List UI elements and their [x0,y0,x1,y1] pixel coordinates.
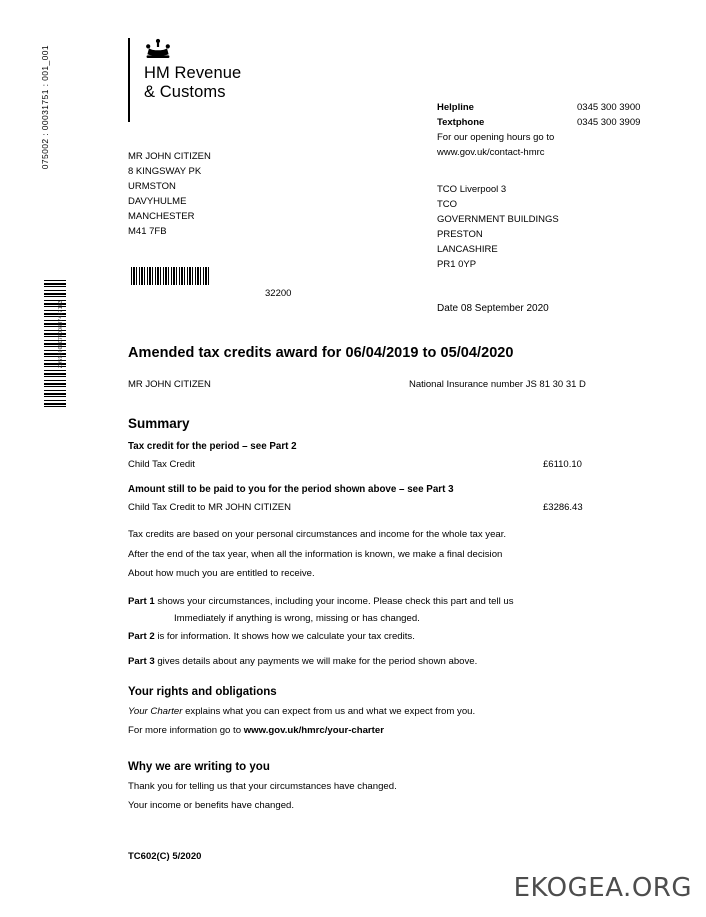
charter-url[interactable]: www.gov.uk/hmrc/your-charter [243,725,384,736]
hmrc-contact-url[interactable]: www.gov.uk/contact-hmrc [437,147,545,158]
charter-text: explains what you can expect from us and what we expect from you. [182,705,476,717]
summary-subhead-1: Tax credit for the period – see Part 2 [128,441,297,452]
inline-barcode-number: 32200 [265,288,292,299]
address-line: MANCHESTER [128,211,195,222]
office-address-line: PR1 0YP [437,259,477,270]
part-3-text: gives details about any payments we will make for the period shown above. [154,656,478,667]
summary-row-2 [128,502,628,513]
part-1-label: Part 1 [128,595,155,607]
parts-list [128,594,628,670]
textphone-row [437,115,640,130]
part-1-indent: Immediately if anything is wrong, missing or has changed. [174,613,420,624]
charter-name: Your Charter [128,705,183,717]
recipient-address [128,149,211,239]
national-insurance-number: National Insurance number JS 81 30 31 D [409,379,586,390]
watermark: EKOGEA.ORG [513,873,692,903]
helpline-label: Helpline [437,102,474,113]
summary-row-2-amount: £3286.43 [543,502,583,513]
part-2-label: Part 2 [128,630,155,642]
textphone-label: Textphone [437,117,485,128]
form-code: TC602(C) 5/2020 [128,851,202,862]
address-line: 8 KINGSWAY PK [128,166,202,177]
summary-row-1-amount: £6110.10 [543,459,582,470]
more-info-text: For more information go to [128,725,244,736]
part-2-text: is for information. It shows how we calculate your tax credits. [154,630,415,642]
contact-block [437,100,640,160]
office-address-line: GOVERNMENT BUILDINGS [437,214,559,225]
logo-line-1: HM Revenue [144,64,242,82]
helpline-value: 0345 300 3900 [577,102,641,113]
address-line: M41 7FB [128,226,167,237]
summary-row-1 [128,459,628,470]
more-info-line [128,723,628,739]
part-1-text: shows your circumstances, including your income. Please check this part and tell us [154,595,514,607]
summary-row-1-description: Child Tax Credit [128,459,195,470]
summary-subhead-2: Amount still to be paid to you for the period shown above – see Part 3 [128,484,454,495]
left-barcode-label: Z059800007700837437103 [58,300,64,369]
address-line: MR JOHN CITIZEN [128,151,211,162]
claimant-name: MR JOHN CITIZEN [128,379,211,390]
letter-body [128,345,628,818]
address-line: URMSTON [128,181,176,192]
office-address [437,182,559,272]
intro-paragraph [128,527,628,582]
why-heading: Why we are writing to you [128,760,270,773]
opening-hours-text: For our opening hours go to [437,132,555,143]
part-3-row [128,654,628,670]
why-line-2: Your income or benefits have changed. [128,800,295,811]
part-3-label: Part 3 [128,656,155,667]
inline-barcode [131,267,209,285]
helpline-row [437,100,640,115]
charter-line [128,704,628,720]
office-address-line: LANCASHIRE [437,244,498,255]
office-address-line: PRESTON [437,229,483,240]
page-title: Amended tax credits award for 06/04/2019 to 05/04/2020 [128,345,514,361]
rights-heading: Your rights and obligations [128,685,277,698]
intro-line: After the end of the tax year, when all the information is known, we make a final decision [128,548,503,560]
part-1-row [128,594,628,610]
reference-code-vertical: 075002 : 00031751 : 001_001 [40,45,50,170]
summary-row-2-description: Child Tax Credit to MR JOHN CITIZEN [128,502,291,513]
office-address-line: TCO [437,199,458,210]
office-address-line: TCO Liverpool 3 [437,184,507,195]
hmrc-logo [128,38,241,122]
intro-line: About how much you are entitled to receive. [128,568,315,579]
logo-line-2: & Customs [144,83,226,101]
summary-heading: Summary [128,416,190,431]
claimant-identity-row [128,379,628,390]
intro-line: Tax credits are based on your personal circumstances and income for the whole tax year. [128,529,507,540]
why-line-1: Thank you for telling us that your circumstances have changed. [128,780,397,792]
textphone-value: 0345 300 3909 [577,117,641,128]
letter-date: Date 08 September 2020 [437,303,549,314]
crown-icon [144,38,172,60]
part-2-row [128,629,628,645]
address-line: DAVYHULME [128,196,187,207]
